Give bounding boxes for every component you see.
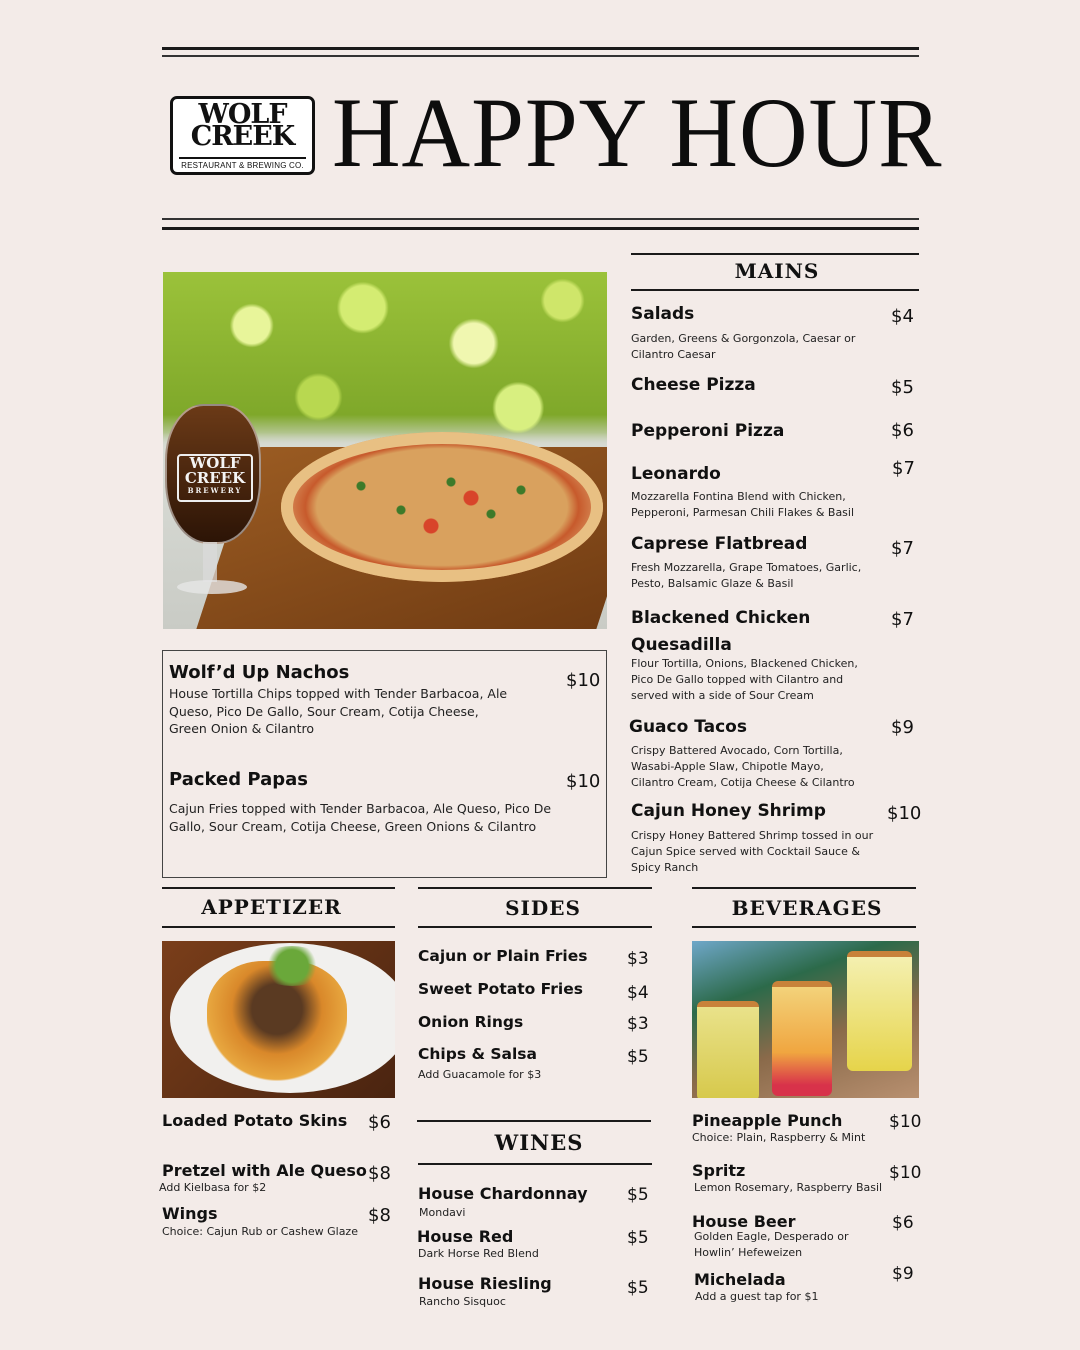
featured-item-price: $10	[566, 670, 601, 691]
featured-item-price: $10	[566, 771, 601, 792]
featured-item-name: Wolf’d Up Nachos	[169, 662, 350, 683]
mains-item-desc: Garden, Greens & Gorgonzola, Caesar or Cilantro Caesar	[631, 332, 856, 361]
beer-glass	[165, 404, 261, 544]
wines-item-price: $5	[627, 1228, 649, 1248]
mains-item-name: Guaco Tacos	[629, 717, 747, 737]
appetizer-item-name: Wings	[162, 1204, 218, 1223]
mains-item-desc: Crispy Honey Battered Shrimp tossed in our Cajun Spice served with Cocktail Sauce & Spicy Ranch	[631, 829, 874, 874]
wines-item-name: House Red	[417, 1227, 514, 1246]
sides-item-price: $5	[627, 1047, 649, 1067]
wines-item-price: $5	[627, 1278, 649, 1298]
beverages-item-name: Pineapple Punch	[692, 1111, 843, 1130]
logo-tagline: RESTAURANT & BREWING CO.	[179, 157, 306, 170]
appetizer-heading: APPETIZER	[201, 895, 342, 919]
wines-bottom-rule	[418, 1163, 652, 1165]
wines-heading: WINES	[494, 1130, 584, 1155]
mains-item-desc: Flour Tortilla, Onions, Blackened Chicken, Pico De Gallo topped with Cilantro and served with a side of Sour Cream	[631, 657, 858, 702]
beverages-item-name: Spritz	[692, 1161, 746, 1180]
wolf-creek-logo	[170, 96, 315, 175]
appetizer-bottom-rule	[162, 926, 395, 928]
header-top-rule-thin	[162, 55, 919, 57]
sides-heading: SIDES	[505, 896, 581, 920]
mains-item-price: $7	[891, 538, 914, 559]
mains-item-price: $5	[891, 377, 914, 398]
wines-item-name: House Riesling	[418, 1274, 552, 1293]
mains-item-desc: Fresh Mozzarella, Grape Tomatoes, Garlic, Pesto, Balsamic Glaze & Basil	[631, 561, 862, 590]
mains-item-desc: Crispy Battered Avocado, Corn Tortilla, Wasabi-Apple Slaw, Chipotle Mayo, Cilantro Cream, Cotija Cheese & Cilantro	[631, 744, 855, 789]
beverages-item-desc: Choice: Plain, Raspberry & Mint	[692, 1131, 866, 1144]
appetizer-item-desc: Add Kielbasa for $2	[159, 1181, 267, 1194]
hero-pizza-photo	[163, 272, 607, 629]
beverages-item-price: $10	[889, 1163, 922, 1183]
mains-item-name: Leonardo	[631, 464, 721, 484]
mains-item-name: Salads	[631, 304, 695, 324]
mains-item-price: $6	[891, 420, 914, 441]
sides-item-price: $3	[627, 1014, 649, 1034]
sides-item-name: Chips & Salsa	[418, 1045, 537, 1063]
page-title: HAPPY HOUR	[332, 77, 943, 188]
sides-item-name: Cajun or Plain Fries	[418, 947, 588, 965]
mains-bottom-rule	[631, 289, 919, 291]
wines-item-name: House Chardonnay	[418, 1184, 588, 1203]
appetizer-top-rule	[162, 887, 395, 889]
beverages-item-price: $9	[892, 1264, 914, 1284]
beverages-item-name: Michelada	[694, 1270, 786, 1289]
mains-heading: MAINS	[734, 259, 820, 283]
appetizer-item-price: $6	[368, 1112, 391, 1133]
mains-item-price: $10	[887, 803, 922, 824]
mains-item-name: Caprese Flatbread	[631, 534, 808, 554]
logo-line-wolf: WOLF	[198, 99, 287, 130]
sides-item-name: Sweet Potato Fries	[418, 980, 583, 998]
appetizer-item-price: $8	[368, 1205, 391, 1226]
glass-text-wolf: WOLF	[189, 454, 241, 472]
wines-item-desc: Dark Horse Red Blend	[418, 1247, 539, 1260]
mains-item-name: Cheese Pizza	[631, 375, 756, 395]
header-bottom-rule-thin	[162, 218, 919, 220]
wines-item-price: $5	[627, 1185, 649, 1205]
logo-line-creek: CREEK	[190, 121, 295, 152]
wines-top-rule	[417, 1120, 651, 1122]
mains-item-name: Pepperoni Pizza	[631, 421, 785, 441]
beverages-item-desc: Golden Eagle, Desperado or Howlin’ Hefeweizen	[694, 1230, 849, 1259]
mains-item-price: $9	[891, 717, 914, 738]
glass-text-creek: CREEK	[184, 469, 246, 487]
beverages-item-name: House Beer	[692, 1212, 796, 1231]
beverages-item-desc: Lemon Rosemary, Raspberry Basil	[694, 1181, 883, 1194]
featured-item-desc: House Tortilla Chips topped with Tender Barbacoa, Ale Queso, Pico De Gallo, Sour Cream, Cotija Cheese, Green Onion & Cilantro	[169, 686, 508, 736]
featured-item-name: Packed Papas	[169, 769, 308, 790]
wines-item-desc: Mondavi	[419, 1206, 466, 1219]
mains-item-price: $4	[891, 306, 914, 327]
mains-item-price: $7	[892, 458, 915, 479]
sides-bottom-rule	[418, 926, 652, 928]
beverages-bottom-rule	[692, 926, 916, 928]
mains-item-price: $7	[891, 609, 914, 630]
sides-item-price: $4	[627, 983, 649, 1003]
sides-item-price: $3	[627, 949, 649, 969]
sides-item-desc: Add Guacamole for $3	[418, 1068, 542, 1081]
featured-item-desc: Cajun Fries topped with Tender Barbacoa, Ale Queso, Pico De Gallo, Sour Cream, Cotija Cheese, Green Onions & Cilantro	[169, 801, 552, 834]
appetizer-item-price: $8	[368, 1163, 391, 1184]
beverages-item-price: $6	[892, 1213, 914, 1233]
appetizer-item-desc: Choice: Cajun Rub or Cashew Glaze	[162, 1225, 358, 1238]
pizza	[281, 432, 603, 582]
wines-item-desc: Rancho Sisquoc	[419, 1295, 506, 1308]
mains-item-name-line2: Quesadilla	[631, 635, 732, 655]
mains-item-name: Blackened Chicken	[631, 608, 811, 628]
sides-top-rule	[418, 887, 652, 889]
appetizer-item-name: Loaded Potato Skins	[162, 1111, 348, 1130]
beverages-item-desc: Add a guest tap for $1	[695, 1290, 819, 1303]
beverages-top-rule	[692, 887, 916, 889]
sides-item-name: Onion Rings	[418, 1013, 524, 1031]
appetizer-item-name: Pretzel with Ale Queso	[162, 1161, 367, 1180]
header-bottom-rule-thick	[162, 227, 919, 230]
mains-top-rule	[631, 253, 919, 255]
header-top-rule-thick	[162, 47, 919, 50]
mains-item-name: Cajun Honey Shrimp	[631, 801, 826, 821]
beverages-photo	[692, 941, 919, 1098]
appetizer-photo	[162, 941, 395, 1098]
beverages-heading: BEVERAGES	[731, 896, 883, 920]
glass-text-brewery: BREWERY	[187, 486, 243, 495]
mains-item-desc: Mozzarella Fontina Blend with Chicken, Pepperoni, Parmesan Chili Flakes & Basil	[631, 490, 855, 519]
beverages-item-price: $10	[889, 1112, 922, 1132]
